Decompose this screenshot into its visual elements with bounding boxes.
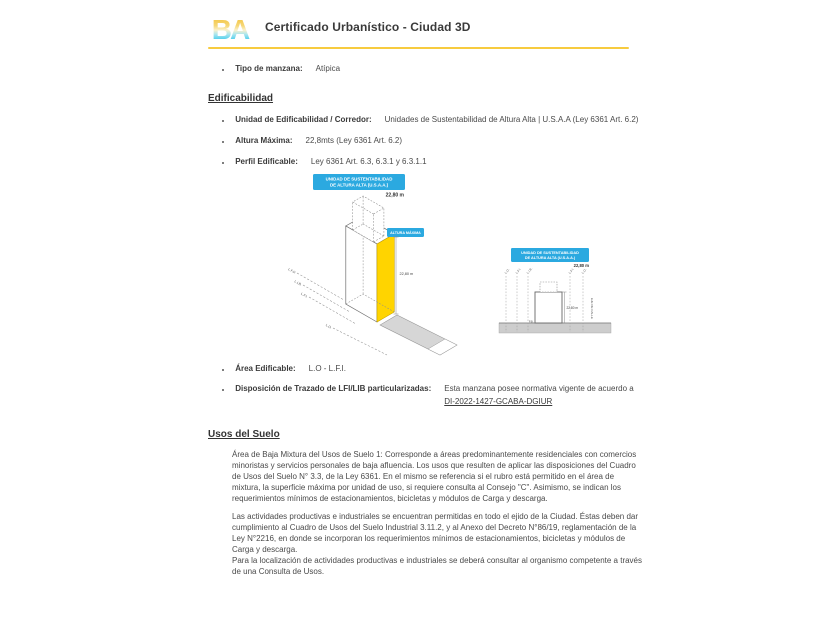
guide-label-lfp: L.F.P. <box>287 267 297 275</box>
area-edificable-label: Área Edificable: <box>235 364 296 373</box>
bullet-dot <box>222 69 224 71</box>
bullet-dot <box>222 120 224 122</box>
perfil-edificable-value: Ley 6361 Art. 6.3, 6.3.1 y 6.3.1.1 <box>310 157 427 166</box>
tipo-manzana-value: Atípica <box>315 64 341 73</box>
disposicion-label: Disposición de Trazado de LFI/LIB particularizadas: <box>235 384 432 393</box>
elev-label-1: L.F.I. <box>514 267 522 275</box>
area-edificable-value: L.O - L.F.I. <box>308 364 346 373</box>
perfil-edificable-label: Perfil Edificable: <box>235 157 298 166</box>
usaa-tag <box>313 174 405 199</box>
trazado-guide-labels <box>287 267 332 330</box>
usaa-tag-line1: UNIDAD DE SUSTENTABILIDAD <box>325 176 393 182</box>
ba-logo <box>206 11 254 45</box>
elevation-diagram <box>497 246 617 346</box>
building-iso <box>346 196 395 322</box>
street-axis-label: EJE DE CALLE <box>590 298 594 319</box>
altura-maxima-row <box>222 136 402 146</box>
ground-level-label: P.B. <box>528 320 534 324</box>
usos-paragraph-3: Para la localización de actividades productivas e industriales se deberá consultar al organismo competente a través de una Consulta de Usos. <box>232 556 643 576</box>
page-title: Certificado Urbanístico - Ciudad 3D <box>265 20 471 34</box>
elev-label-2: L.I.B. <box>525 266 534 275</box>
bullet-dot <box>222 389 224 391</box>
disposicion-value: Esta manzana posee normativa vigente de acuerdo a <box>444 384 634 393</box>
bullet-dot <box>222 141 224 143</box>
usaa-tag-elev <box>511 248 589 268</box>
building-elevation <box>535 282 562 323</box>
disposicion-document-link[interactable]: DI-2022-1427-GCABA-DGIUR <box>444 397 553 406</box>
elev-dim-value: 22,80 m <box>566 306 579 310</box>
perfil-edificable-row <box>222 157 427 167</box>
unidad-edificabilidad-value: Unidades de Sustentabilidad de Altura Alta | U.S.A.A (Ley 6361 Art. 6.2) <box>384 115 639 124</box>
unidad-edificabilidad-label: Unidad de Edificabilidad / Corredor: <box>235 115 372 124</box>
tipo-manzana-label: Tipo de manzana: <box>235 64 303 73</box>
bullet-dot <box>222 369 224 371</box>
elev-label-4: L.O. <box>580 267 588 275</box>
street-plane <box>380 315 457 355</box>
elev-label-0: L.O. <box>503 267 511 275</box>
area-edificable-row <box>222 364 346 374</box>
iso-diagram <box>287 170 465 358</box>
usaa-tag-elev-height: 22,80 m <box>573 263 589 268</box>
iso-dim-value: 22,80 m <box>399 272 414 276</box>
ground-strip <box>499 323 611 333</box>
disposicion-row <box>222 384 634 407</box>
max-height-face <box>377 234 394 322</box>
section-heading-usos: Usos del Suelo <box>208 429 280 440</box>
altura-maxima-tag: ALTURA MÁXIMA <box>390 231 421 235</box>
usaa-tag-elev-line1: UNIDAD DE SUSTENTABILIDAD <box>521 250 579 255</box>
header-rule <box>208 47 629 49</box>
ba-logo-text: BA <box>211 14 249 45</box>
unidad-edificabilidad-row <box>222 115 638 125</box>
usaa-tag-height: 22,80 m <box>385 192 404 199</box>
usos-paragraph-2: Las actividades productivas e industriales se encuentran permitidas en todo el ejido de la Ciudad. Éstas deben dar cumplimiento al Cuadro de Usos del Suelo Industrial 3.11.2, y al Anexo del Decreto N°86/19, reglamentación de la Ley N°2216, en donde se incorporan los requerimientos mínimos de estacionamientos, bicicletas y módulos de Carga y descarga. <box>232 512 639 554</box>
guide-label-lib: L.I.B. <box>293 279 303 287</box>
usaa-tag-elev-line2: DE ALTURA ALTA (U.S.A.A.) <box>524 255 576 260</box>
altura-maxima-value: 22,8mts (Ley 6361 Art. 6.2) <box>305 136 403 145</box>
elev-label-3: L.F.I. <box>567 267 575 275</box>
bullet-dot <box>222 162 224 164</box>
usaa-tag-line2: DE ALTURA ALTA (U.S.A.A.) <box>329 182 389 188</box>
usos-paragraph-1: Área de Baja Mixtura del Usos de Suelo 1: Corresponde a áreas predominantemente residenciales con comercios minoristas y servicios personales de baja afluencia. Los usos que resulten de aplicar las disposiciones del Cuadro de Usos del Suelo N° 3.3, de la Ley 6361. En el mismo se referencia si el rubro está permitido en el área de mixtura, la superficie máxima por unidad de uso, si requiere consulta al Consejo "C". Asimismo, se indican los requerimientos mínimos de estacionamientos, bicicletas y módulos de Carga y descarga. <box>232 450 637 503</box>
section-heading-edificabilidad: Edificabilidad <box>208 93 274 104</box>
altura-maxima-label: Altura Máxima: <box>235 136 293 145</box>
elev-dimension <box>563 292 579 323</box>
guide-label-lo: L.O. <box>324 323 333 330</box>
tipo-manzana-row <box>222 64 340 74</box>
guide-label-lfi: L.F.I. <box>300 291 309 299</box>
